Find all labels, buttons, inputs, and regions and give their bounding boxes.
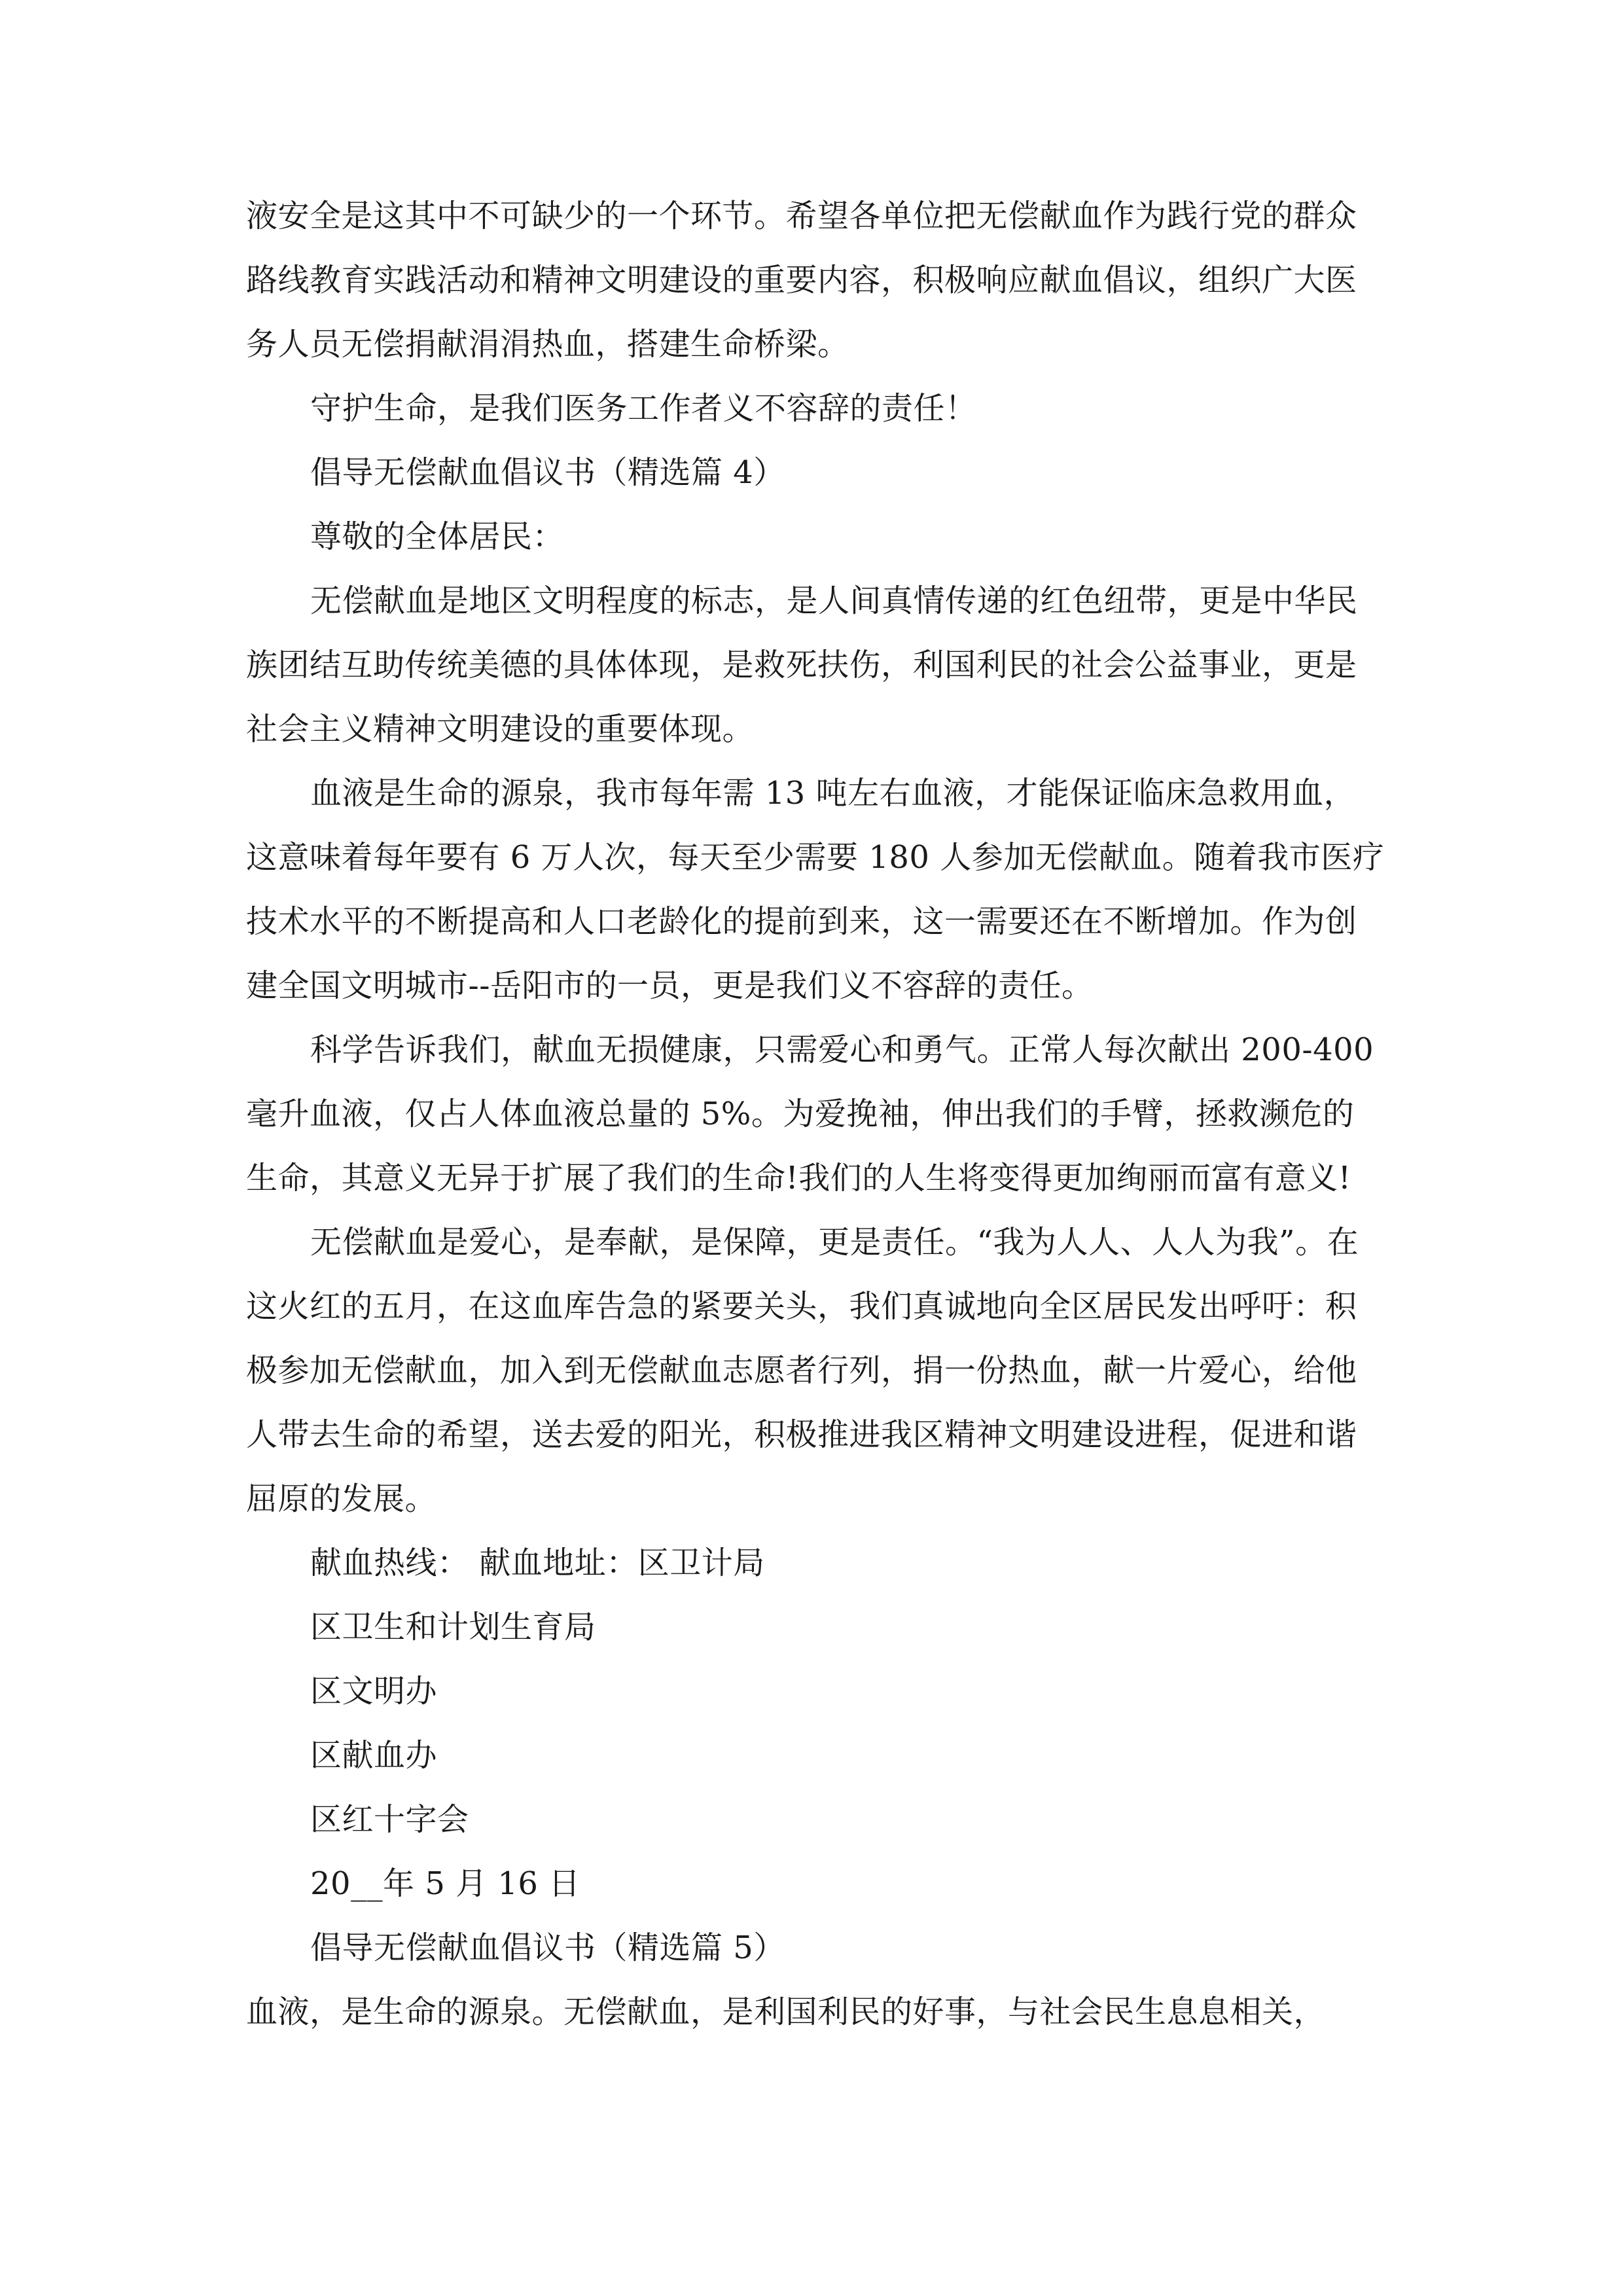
section-heading: 倡导无偿献血倡议书（精选篇 4） (310, 454, 785, 491)
signatory: 区红十字会 (310, 1801, 469, 1838)
contact-line: 献血热线： 献血地址：区卫计局 (310, 1545, 765, 1581)
text-line: 路线教育实践活动和精神文明建设的重要内容，积极响应献血倡议，组织广大医 (246, 262, 1357, 298)
text-line: 极参加无偿献血，加入到无偿献血志愿者行列，捐一份热血，献一片爱心，给他 (246, 1352, 1357, 1389)
text-line: 这火红的五月，在这血库告急的紧要关头，我们真诚地向全区居民发出呼吁：积 (246, 1288, 1357, 1325)
text-line: 建全国文明城市--岳阳市的一员，更是我们义不容辞的责任。 (246, 967, 1094, 1004)
text-line: 毫升血液，仅占人体血液总量的 5%。为爱挽袖，伸出我们的手臂，拯救濒危的 (246, 1096, 1355, 1132)
text-line: 屈原的发展。 (246, 1480, 437, 1517)
text-line: 族团结互助传统美德的具体体现，是救死扶伤，利国利民的社会公益事业，更是 (246, 647, 1357, 683)
text-line: 无偿献血是地区文明程度的标志，是人间真情传递的红色纽带，更是中华民 (310, 583, 1358, 619)
salutation: 尊敬的全体居民： (310, 518, 565, 555)
text-line: 这意味着每年要有 6 万人次，每天至少需要 180 人参加无偿献血。随着我市医疗 (246, 839, 1385, 876)
text-line: 务人员无偿捐献涓涓热血，搭建生命桥梁。 (246, 326, 849, 363)
signatory: 区献血办 (310, 1737, 438, 1774)
text-line: 社会主义精神文明建设的重要体现。 (246, 711, 755, 747)
section-heading: 倡导无偿献血倡议书（精选篇 5） (310, 1929, 785, 1966)
text-line: 血液是生命的源泉，我市每年需 13 吨左右血液，才能保证临床急救用血， (310, 775, 1356, 812)
text-line: 血液，是生命的源泉。无偿献血，是利国利民的好事，与社会民生息息相关， (246, 1994, 1326, 2030)
signatory: 区文明办 (310, 1673, 438, 1710)
signatory: 区卫生和计划生育局 (310, 1609, 596, 1645)
text-line: 科学告诉我们，献血无损健康，只需爱心和勇气。正常人每次献出 200-400 (310, 1031, 1374, 1068)
text-line: 生命，其意义无异于扩展了我们的生命!我们的人生将变得更加绚丽而富有意义! (246, 1160, 1351, 1196)
text-line: 技术水平的不断提高和人口老龄化的提前到来，这一需要还在不断增加。作为创 (246, 903, 1357, 940)
date-line: 20__年 5 月 16 日 (310, 1865, 580, 1902)
text-line: 人带去生命的希望，送去爱的阳光，积极推进我区精神文明建设进程，促进和谐 (246, 1416, 1357, 1453)
text-line: 守护生命，是我们医务工作者义不容辞的责任！ (310, 390, 977, 427)
text-line: 无偿献血是爱心，是奉献，是保障，更是责任。“我为人人、人人为我”。在 (310, 1224, 1359, 1261)
text-line: 液安全是这其中不可缺少的一个环节。希望各单位把无偿献血作为践行党的群众 (246, 198, 1357, 234)
